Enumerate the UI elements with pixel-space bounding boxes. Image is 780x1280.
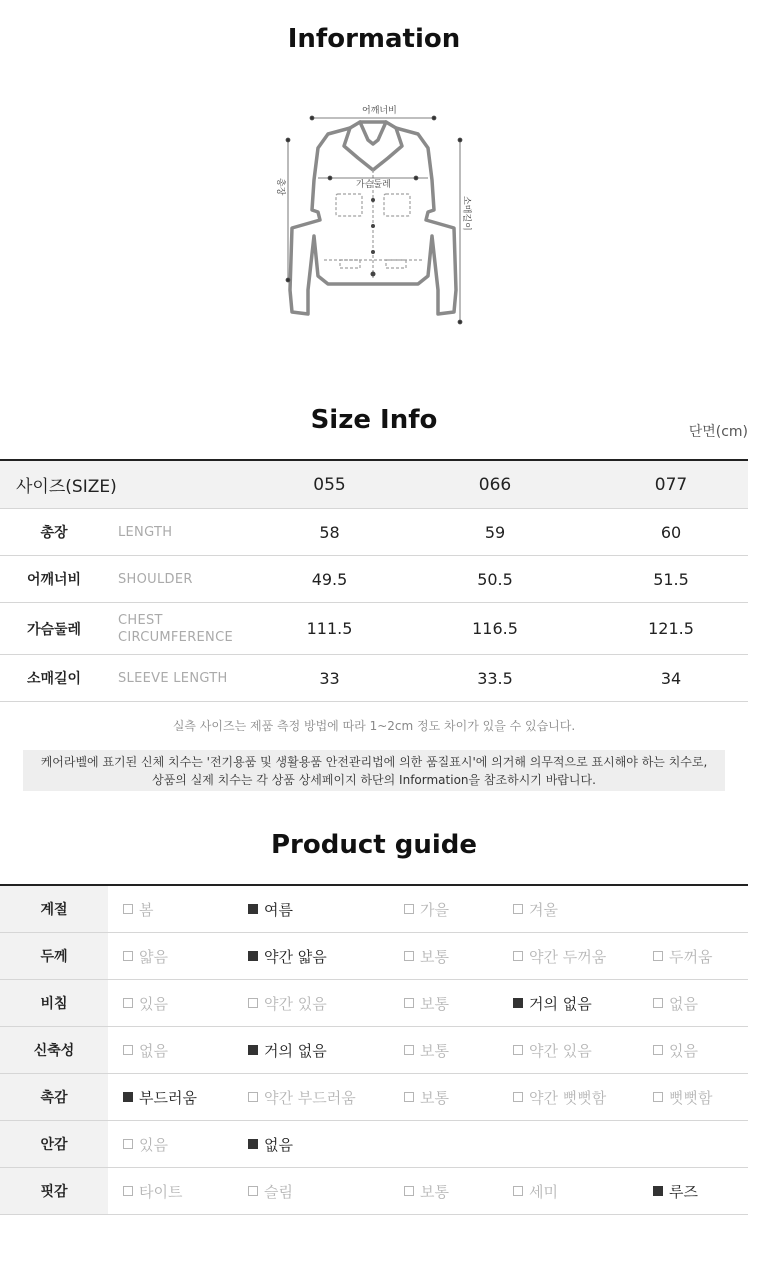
guide-option-checked — [123, 1074, 197, 1120]
care-label-notice — [23, 750, 725, 791]
guide-option-label: 루즈 — [669, 1182, 698, 1201]
jacket-size-diagram — [268, 100, 478, 332]
empty-square-icon — [123, 1186, 133, 1196]
empty-square-icon — [653, 951, 663, 961]
guide-option-label: 약간 뻣뻣함 — [529, 1088, 607, 1107]
guide-row-label: 핏감 — [0, 1168, 108, 1214]
guide-option — [123, 933, 168, 979]
guide-option — [123, 1168, 182, 1214]
size-table-header — [0, 461, 748, 509]
guide-option-checked — [248, 1027, 327, 1073]
empty-square-icon — [404, 1092, 414, 1102]
guide-row-label: 두께 — [0, 933, 108, 979]
guide-option — [404, 1074, 449, 1120]
guide-row-label: 안감 — [0, 1121, 108, 1167]
guide-option-label: 약간 두꺼움 — [529, 947, 607, 966]
guide-row — [0, 1168, 748, 1215]
guide-row-label: 신축성 — [0, 1027, 108, 1073]
notice-line-2: 상품의 실제 치수는 각 상품 상세페이지 하단의 Information을 참조하시기 바랍니다. — [152, 773, 596, 787]
guide-row-label: 촉감 — [0, 1074, 108, 1120]
guide-option — [653, 980, 698, 1026]
empty-square-icon — [123, 1139, 133, 1149]
cell-value: 33 — [319, 668, 340, 688]
guide-option — [123, 1121, 168, 1167]
size-info-title: Size Info — [310, 405, 438, 435]
empty-square-icon — [404, 1045, 414, 1055]
guide-option — [513, 886, 558, 932]
cell-value: 60 — [660, 522, 682, 542]
guide-option — [653, 1027, 698, 1073]
guide-option-checked — [248, 933, 327, 979]
guide-option — [248, 980, 327, 1026]
guide-option-label: 타이트 — [139, 1182, 183, 1201]
guide-option-label: 약간 있음 — [264, 994, 327, 1013]
row-label-en: SLEEVE LENGTH — [118, 670, 228, 686]
empty-square-icon — [513, 904, 523, 914]
guide-option-label: 보통 — [420, 994, 449, 1013]
guide-option-label: 얇음 — [139, 947, 168, 966]
guide-row-label: 비침 — [0, 980, 108, 1026]
empty-square-icon — [123, 1045, 133, 1055]
guide-option — [404, 980, 449, 1026]
guide-row — [0, 886, 748, 933]
guide-option — [513, 933, 606, 979]
size-note: 실측 사이즈는 제품 측정 방법에 따라 1~2cm 정도 차이가 있을 수 있습니다. — [172, 719, 576, 733]
guide-option-label: 없음 — [669, 994, 698, 1013]
table-row — [0, 655, 748, 702]
checked-square-icon — [513, 998, 523, 1008]
chest-label: 가슴둘레 — [356, 180, 391, 190]
guide-option — [513, 1168, 558, 1214]
guide-row — [0, 933, 748, 980]
row-label-ko: 어깨너비 — [26, 572, 82, 588]
empty-square-icon — [404, 951, 414, 961]
empty-square-icon — [248, 1092, 258, 1102]
guide-option-label: 거의 없음 — [264, 1041, 327, 1060]
size-table — [0, 459, 748, 702]
table-row — [0, 509, 748, 556]
empty-square-icon — [653, 998, 663, 1008]
guide-option-label: 없음 — [139, 1041, 168, 1060]
guide-option — [404, 886, 449, 932]
guide-option-label: 두꺼움 — [669, 947, 713, 966]
guide-option — [404, 933, 449, 979]
guide-option-label: 없음 — [264, 1135, 293, 1154]
guide-option-label: 여름 — [264, 900, 293, 919]
empty-square-icon — [513, 1045, 523, 1055]
table-row — [0, 603, 748, 655]
guide-option-label: 보통 — [420, 1041, 449, 1060]
cell-value: 116.5 — [472, 619, 518, 638]
size-col-066: 066 — [478, 474, 512, 495]
empty-square-icon — [513, 1186, 523, 1196]
guide-option-label: 있음 — [139, 1135, 168, 1154]
guide-option — [513, 1074, 606, 1120]
guide-option-label: 약간 부드러움 — [264, 1088, 356, 1107]
cell-value: 33.5 — [477, 668, 513, 688]
guide-option-label: 약간 있음 — [529, 1041, 592, 1060]
guide-option — [123, 1027, 168, 1073]
empty-square-icon — [123, 904, 133, 914]
sleeve-label: 소매길이 — [461, 196, 471, 231]
size-col-077: 077 — [654, 474, 688, 495]
product-guide-table — [0, 884, 748, 1215]
table-row — [0, 556, 748, 603]
row-label-en — [108, 612, 263, 646]
guide-option-checked — [248, 1121, 293, 1167]
guide-option-label: 보통 — [420, 947, 449, 966]
empty-square-icon — [513, 951, 523, 961]
guide-option-label: 봄 — [139, 900, 154, 919]
guide-row-label: 계절 — [0, 886, 108, 932]
guide-option-label: 겨울 — [529, 900, 558, 919]
row-label-en: LENGTH — [118, 524, 173, 540]
guide-option-label: 약간 얇음 — [264, 947, 327, 966]
row-label-en-line1: CHEST — [118, 612, 163, 628]
empty-square-icon — [404, 1186, 414, 1196]
guide-option-label: 슬림 — [264, 1182, 293, 1201]
guide-option — [404, 1027, 449, 1073]
empty-square-icon — [248, 998, 258, 1008]
unit-label: 단면(cm) — [688, 424, 748, 440]
cell-value: 111.5 — [306, 619, 353, 638]
notice-line-1: 케어라벨에 표기된 신체 치수는 '전기용품 및 생활용품 안전관리법에 의한 품질표시'에 의거해 의무적으로 표시해야 하는 치수로, — [40, 755, 708, 769]
guide-option — [653, 1074, 712, 1120]
length-label: 총장 — [275, 178, 285, 196]
empty-square-icon — [653, 1092, 663, 1102]
guide-option-label: 세미 — [529, 1182, 558, 1201]
row-label-ko: 총장 — [40, 525, 68, 541]
cell-value: 58 — [319, 522, 340, 542]
guide-option-label: 부드러움 — [139, 1088, 197, 1107]
guide-option — [653, 933, 712, 979]
guide-option-checked — [653, 1168, 698, 1214]
checked-square-icon — [248, 1045, 258, 1055]
shoulder-label: 어깨너비 — [362, 106, 397, 116]
checked-square-icon — [653, 1186, 663, 1196]
empty-square-icon — [653, 1045, 663, 1055]
cell-value: 121.5 — [648, 619, 694, 638]
row-label-en-line2: CIRCUMFERENCE — [118, 629, 233, 645]
guide-option — [248, 1074, 356, 1120]
cell-value: 59 — [484, 522, 506, 542]
row-label-en: SHOULDER — [118, 571, 193, 587]
row-label-ko: 소매길이 — [26, 671, 82, 687]
guide-row — [0, 1121, 748, 1168]
empty-square-icon — [123, 951, 133, 961]
guide-row — [0, 980, 748, 1027]
guide-row — [0, 1027, 748, 1074]
guide-option — [404, 1168, 449, 1214]
row-label-ko: 가슴둘레 — [26, 621, 82, 638]
checked-square-icon — [248, 1139, 258, 1149]
checked-square-icon — [248, 951, 258, 961]
cell-value: 51.5 — [653, 569, 689, 589]
checked-square-icon — [248, 904, 258, 914]
guide-option-checked — [248, 886, 293, 932]
empty-square-icon — [513, 1092, 523, 1102]
guide-option-label: 있음 — [669, 1041, 698, 1060]
guide-option-checked — [513, 980, 592, 1026]
guide-option-label: 보통 — [420, 1182, 449, 1201]
cell-value: 49.5 — [311, 569, 348, 589]
product-guide-title: Product guide — [270, 830, 478, 860]
empty-square-icon — [248, 1186, 258, 1196]
guide-option — [123, 886, 154, 932]
size-header-label: 사이즈(SIZE) — [16, 477, 117, 497]
empty-square-icon — [123, 998, 133, 1008]
guide-option-label: 거의 없음 — [529, 994, 592, 1013]
guide-option-label: 가을 — [420, 900, 449, 919]
cell-value: 34 — [660, 668, 682, 688]
guide-row — [0, 1074, 748, 1121]
information-title: Information — [287, 24, 461, 54]
guide-option — [248, 1168, 293, 1214]
guide-option — [123, 980, 168, 1026]
guide-option-label: 있음 — [139, 994, 168, 1013]
size-col-055: 055 — [313, 474, 346, 495]
guide-option-label: 보통 — [420, 1088, 449, 1107]
cell-value: 50.5 — [477, 569, 513, 589]
checked-square-icon — [123, 1092, 133, 1102]
guide-option-label: 뻣뻣함 — [669, 1088, 713, 1107]
empty-square-icon — [404, 998, 414, 1008]
guide-option — [513, 1027, 592, 1073]
empty-square-icon — [404, 904, 414, 914]
